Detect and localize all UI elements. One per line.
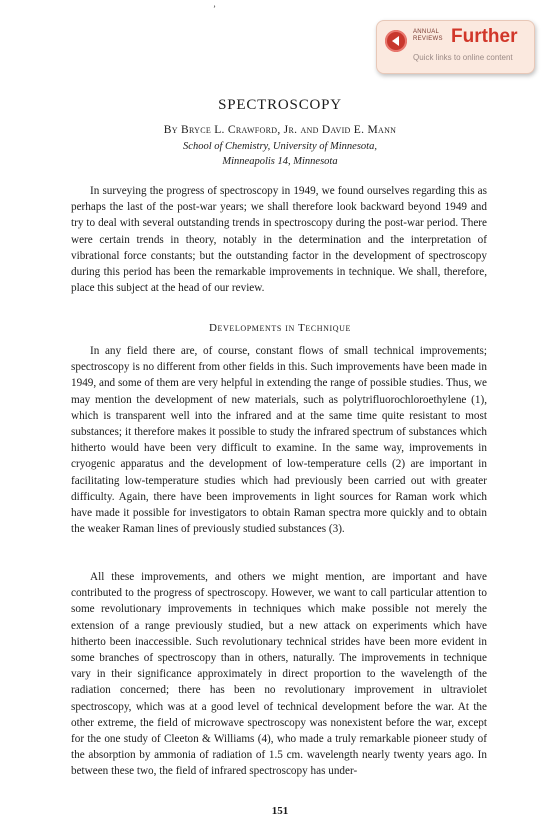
author-affiliation: School of Chemistry, University of Minnesota, <box>183 141 377 152</box>
body-paragraph: In any field there are, of course, constant flows of small technical improvements; spectroscopy is no different from other fields in this. Such improvements have been made in 1949, and some of them are very helpful in extending the range of possible studies. Thus, we may mention the development of new materials, such as polytrifluorochloroethylene (1), which is transparent well into the infrared and at the same time quite resistant to most substances; it therefore makes it possible to study the infrared spectrum of substances which hitherto would have been very difficult to examine. In the same way, improvements in cryogenic apparatus and the development of low-temperature cells (2) are important in facilitating low-temperature studies which had previously been carried out with greater difficulty. Again, there have been improvements in light sources for Raman work which have made it possible for investigators to obtain Raman spectra more quickly and to obtain the weaker Raman lines of previously studied substances (3). <box>71 345 487 536</box>
author-address: Minneapolis 14, Minnesota <box>222 156 338 167</box>
further-badge[interactable] <box>376 20 535 74</box>
section-heading: Developments in Technique <box>208 322 352 334</box>
article-title: SPECTROSCOPY <box>218 97 342 113</box>
badge-further-label: Further <box>451 26 518 47</box>
annual-reviews-logo <box>413 29 443 43</box>
play-arrow-icon <box>385 30 407 52</box>
page-number: 151 <box>271 805 289 817</box>
stray-mark: ʼ <box>213 4 216 14</box>
badge-reviews: REVIEWS <box>413 36 443 42</box>
article-authors: By Bryce L. Crawford, Jr. and David E. Mann <box>163 124 397 136</box>
badge-subtitle: Quick links to online content <box>413 53 513 62</box>
intro-paragraph: In surveying the progress of spectroscopy in 1949, we found ourselves regarding this as perhaps the last of the post-war years; we shall therefore look backward beyond 1949 and try to deal with several outstanding trends in spectroscopy during the post-war period. There were certain trends in theory, notably in the determination and the interpretation of vibrational force constants; but the outstanding factor in the development of spectroscopy during this period has been the remarkable improvements in technique. We shall, therefore, place this subject at the head of our review. <box>71 185 487 295</box>
badge-annual: ANNUAL <box>413 29 440 35</box>
body-paragraph: All these improvements, and others we might mention, are important and have contributed to the progress of spectroscopy. However, we want to call particular attention to some revolutionary improvements in techniques which make possible not merely the extension of a range previously studied, but a new attack on experiments which have hitherto been inaccessible. Such revolutionary technical strides have been more evident in some branches of spectroscopy than in others, naturally. The improvements in technique vary in their significance approximately in direct proportion to the wavelength of the radiation concerned; there has been no revolutionary improvement in ultraviolet spectroscopy, which was at a good level of technical development before the war. At the other extreme, the field of microwave spectroscopy was nonexistent before the war, except for the one study of Cleeton & Williams (4), who made a truly remarkable pioneer study of the absorption by ammonia of radiation of 1.5 cm. wavelength nearly twenty years ago. In between these two, the field of infrared spectroscopy has under- <box>71 571 487 778</box>
